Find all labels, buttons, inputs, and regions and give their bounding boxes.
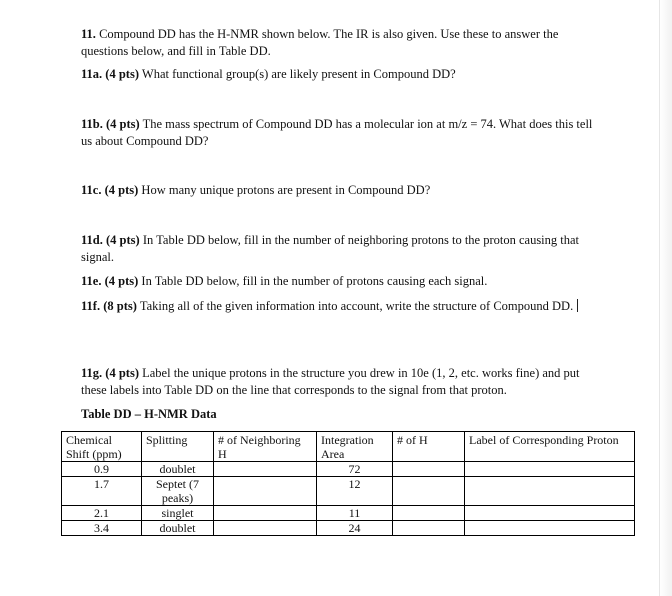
question-11d-text: In Table DD below, fill in the number of neighboring protons to the proton causing that signal. bbox=[81, 233, 580, 264]
question-11e bbox=[81, 273, 601, 290]
question-11d bbox=[81, 232, 601, 265]
question-11f[interactable] bbox=[81, 298, 601, 315]
cell-neighboring-h[interactable] bbox=[214, 477, 317, 506]
cell-neighboring-h[interactable] bbox=[214, 462, 317, 477]
table-row bbox=[62, 462, 635, 477]
nmr-data-table bbox=[61, 431, 635, 536]
question-11d-label: 11d. (4 pts) bbox=[81, 233, 140, 247]
question-11b bbox=[81, 116, 601, 149]
cell-neighboring-h[interactable] bbox=[214, 521, 317, 536]
table-title: Table DD – H-NMR Data bbox=[81, 407, 217, 421]
question-11e-text: In Table DD below, fill in the number of protons causing each signal. bbox=[141, 274, 488, 288]
question-11g-text: Label the unique protons in the structure you drew in 10e (1, 2, etc. works fine) and put these labels into Table DD on the line that corresponds to the signal from that proton. bbox=[81, 366, 580, 397]
cell-proton-label[interactable] bbox=[465, 521, 635, 536]
question-11f-text: Taking all of the given information into account, write the structure of Compound DD. bbox=[139, 299, 574, 313]
cell-proton-label[interactable] bbox=[465, 477, 635, 506]
question-11f-label: 11f. (8 pts) bbox=[81, 299, 137, 313]
question-11c bbox=[81, 182, 601, 199]
question-11g bbox=[81, 365, 601, 398]
header-proton-label: Label of Corresponding Proton bbox=[465, 432, 635, 462]
question-11b-label: 11b. (4 pts) bbox=[81, 117, 140, 131]
question-11e-label: 11e. (4 pts) bbox=[81, 274, 139, 288]
header-number-of-h: # of H bbox=[393, 432, 465, 462]
question-11c-text: How many unique protons are present in Compound DD? bbox=[141, 183, 431, 197]
cell-neighboring-h[interactable] bbox=[214, 506, 317, 521]
cell-number-of-h[interactable] bbox=[393, 462, 465, 477]
cell-shift: 3.4 bbox=[62, 521, 142, 536]
question-11 bbox=[81, 26, 601, 59]
header-neighboring-h: # of Neighboring H bbox=[214, 432, 317, 462]
cell-splitting: doublet bbox=[142, 462, 214, 477]
question-11-text: Compound DD has the H-NMR shown below. The IR is also given. Use these to answer the questions below, and fill in Table DD. bbox=[81, 27, 559, 58]
page-edge bbox=[659, 0, 672, 596]
cell-integration: 24 bbox=[317, 521, 393, 536]
cell-number-of-h[interactable] bbox=[393, 477, 465, 506]
question-11b-text: The mass spectrum of Compound DD has a molecular ion at m/z = 74. What does this tell us about Compound DD? bbox=[81, 117, 593, 148]
header-integration-area: Integration Area bbox=[317, 432, 393, 462]
cell-shift: 0.9 bbox=[62, 462, 142, 477]
question-11a bbox=[81, 66, 601, 83]
cell-splitting: singlet bbox=[142, 506, 214, 521]
table-row bbox=[62, 506, 635, 521]
cell-proton-label[interactable] bbox=[465, 462, 635, 477]
question-11c-label: 11c. (4 pts) bbox=[81, 183, 139, 197]
header-splitting: Splitting bbox=[142, 432, 214, 462]
header-chemical-shift: Chemical Shift (ppm) bbox=[62, 432, 142, 462]
table-row bbox=[62, 477, 635, 506]
table-row bbox=[62, 521, 635, 536]
cell-integration: 11 bbox=[317, 506, 393, 521]
cell-number-of-h[interactable] bbox=[393, 506, 465, 521]
cell-integration: 72 bbox=[317, 462, 393, 477]
table-header-row bbox=[62, 432, 635, 462]
question-11a-text: What functional group(s) are likely present in Compound DD? bbox=[141, 67, 456, 81]
cell-splitting: doublet bbox=[142, 521, 214, 536]
question-11g-label: 11g. (4 pts) bbox=[81, 366, 139, 380]
cell-integration: 12 bbox=[317, 477, 393, 506]
cell-number-of-h[interactable] bbox=[393, 521, 465, 536]
cell-splitting: Septet (7 peaks) bbox=[142, 477, 214, 506]
cell-shift: 2.1 bbox=[62, 506, 142, 521]
question-11-label: 11. bbox=[81, 27, 96, 41]
cell-proton-label[interactable] bbox=[465, 506, 635, 521]
text-cursor bbox=[577, 299, 578, 312]
cell-shift: 1.7 bbox=[62, 477, 142, 506]
question-11a-label: 11a. (4 pts) bbox=[81, 67, 139, 81]
